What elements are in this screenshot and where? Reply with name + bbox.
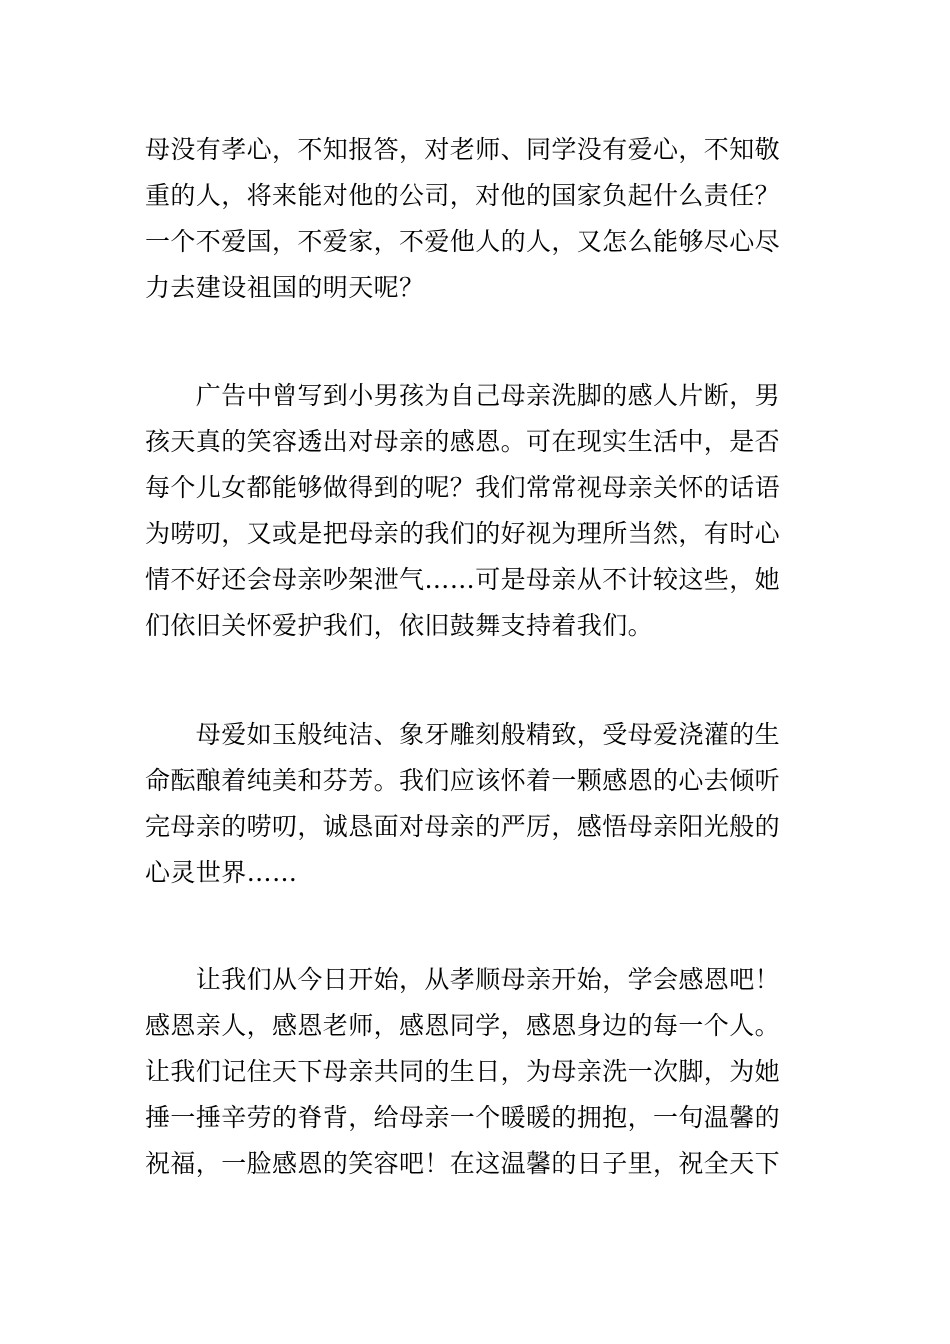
text-line: 让我们从今日开始，从孝顺母亲开始，学会感恩吧！	[145, 965, 781, 994]
text-line: 力去建设祖国的明天呢？	[145, 273, 425, 302]
text-line: 心灵世界……	[145, 858, 298, 887]
text-line: 为唠叨，又或是把母亲的我们的好视为理所当然，有时心	[145, 519, 781, 548]
text-line: 命酝酿着纯美和芬芳。我们应该怀着一颗感恩的心去倾听	[145, 766, 781, 795]
text-line: 祝福，一脸感恩的笑容吧！在这温馨的日子里，祝全天下	[145, 1149, 781, 1178]
text-line: 感恩亲人，感恩老师，感恩同学，感恩身边的每一个人。	[145, 1011, 781, 1040]
text-line: 母没有孝心，不知报答，对老师、同学没有爱心，不知敬	[145, 135, 781, 164]
text-line: 一个不爱国，不爱家，不爱他人的人，又怎么能够尽心尽	[145, 227, 781, 256]
text-line: 重的人，将来能对他的公司，对他的国家负起什么责任？	[145, 181, 781, 210]
text-line: 母爱如玉般纯洁、象牙雕刻般精致，受母爱浇灌的生	[145, 720, 781, 749]
text-line: 孩天真的笑容透出对母亲的感恩。可在现实生活中，是否	[145, 427, 781, 456]
text-line: 每个儿女都能够做得到的呢？我们常常视母亲关怀的话语	[145, 473, 781, 502]
text-line: 让我们记住天下母亲共同的生日，为母亲洗一次脚，为她	[145, 1057, 781, 1086]
text-line: 完母亲的唠叨，诚恳面对母亲的严厉，感悟母亲阳光般的	[145, 812, 781, 841]
text-line: 捶一捶辛劳的脊背，给母亲一个暖暖的拥抱，一句温馨的	[145, 1103, 781, 1132]
text-line: 们依旧关怀爱护我们，依旧鼓舞支持着我们。	[145, 611, 654, 640]
text-line: 情不好还会母亲吵架泄气……可是母亲从不计较这些，她	[145, 565, 781, 594]
text-line: 广告中曾写到小男孩为自己母亲洗脚的感人片断，男	[145, 381, 781, 410]
